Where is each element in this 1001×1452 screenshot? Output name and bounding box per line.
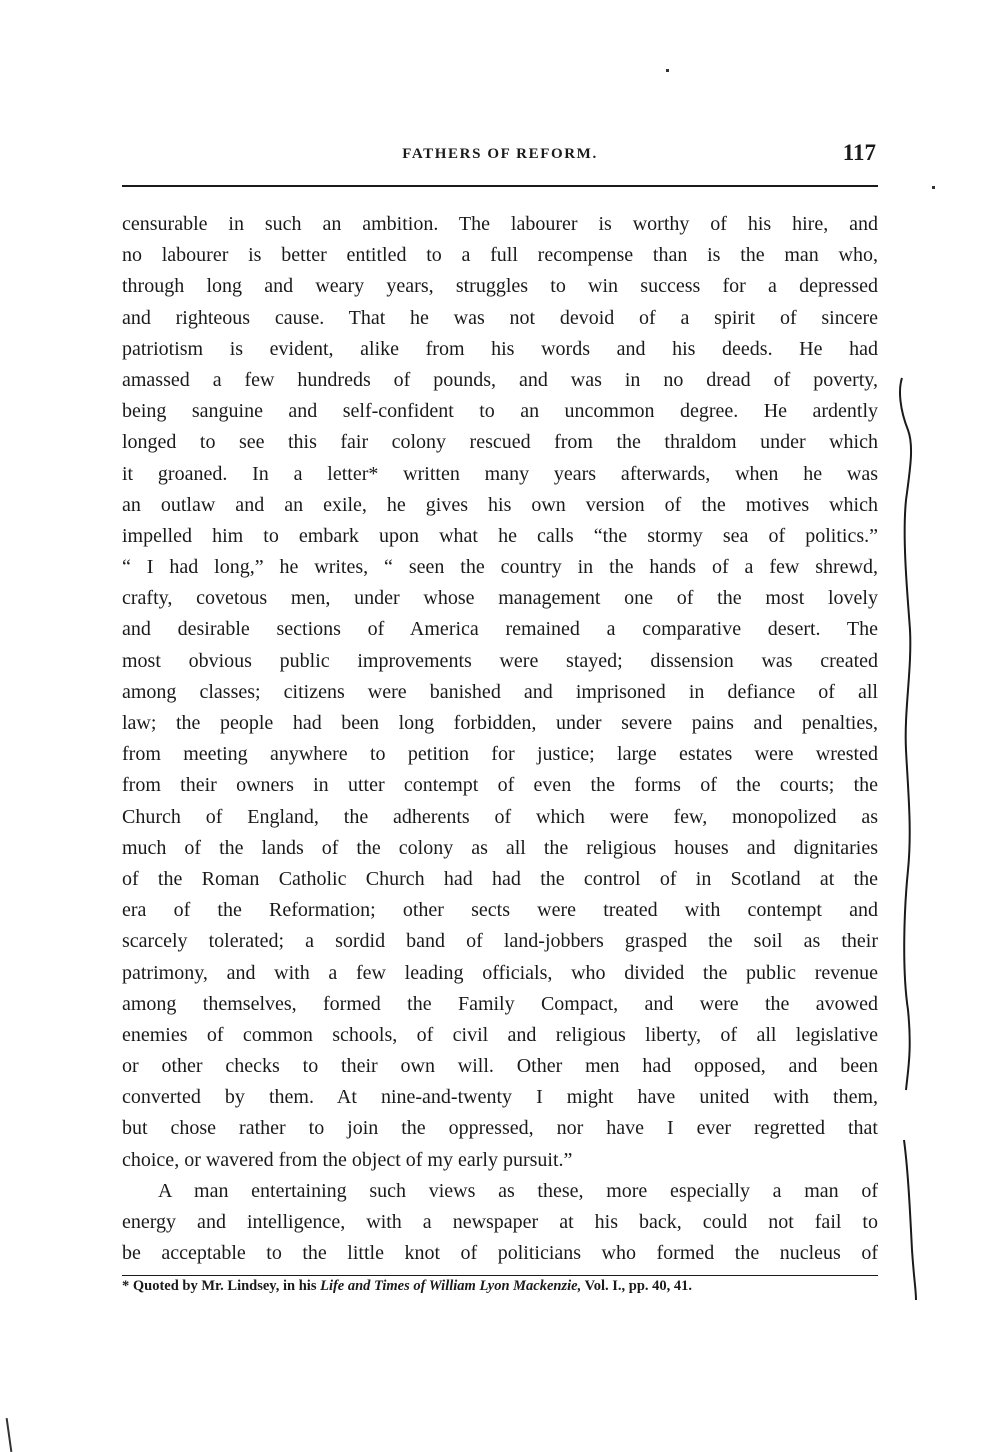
text-line: scarcely tolerated; a sordid band of land-jobbers grasped the soil as their <box>122 930 878 953</box>
text-line: impelled him to embark upon what he calls “the stormy sea of politics.” <box>122 524 878 547</box>
text-line: A man entertaining such views as these, more especially a man of <box>158 1179 878 1202</box>
text-line: Church of England, the adherents of which were few, monopolized as <box>122 805 878 828</box>
text-line: of the Roman Catholic Church had had the control of in Scotland at the <box>122 867 878 890</box>
text-line: no labourer is better entitled to a full recompense than is the man who, <box>122 244 878 267</box>
header-rule <box>122 185 878 187</box>
running-title: FATHERS OF REFORM. <box>402 146 598 162</box>
text-line: but chose rather to join the oppressed, nor have I ever regretted that <box>122 1117 878 1140</box>
text-line: among classes; citizens were banished and imprisoned in defiance of all <box>122 680 878 703</box>
text-line: censurable in such an ambition. The labourer is worthy of his hire, and <box>122 213 878 235</box>
text-line: choice, or wavered from the object of my early pursuit.” <box>122 1148 573 1171</box>
body-text <box>122 209 878 1269</box>
text-line: and desirable sections of America remained a comparative desert. The <box>122 618 878 641</box>
scan-speck <box>932 186 935 189</box>
scan-speck <box>666 69 669 72</box>
text-line: being sanguine and self-confident to an uncommon degree. He ardently <box>122 400 878 423</box>
text-line: “ I had long,” he writes, “ seen the country in the hands of a few shrewd, <box>122 556 878 579</box>
text-line: longed to see this fair colony rescued from the thraldom under which <box>122 431 878 454</box>
text-line: from their owners in utter contempt of even the forms of the courts; the <box>122 774 878 797</box>
footnote-rule <box>122 1275 878 1276</box>
footnote <box>122 1278 878 1295</box>
page-number: 117 <box>842 140 876 165</box>
text-line: from meeting anywhere to petition for justice; large estates were wrested <box>122 743 878 766</box>
text-line: most obvious public improvements were stayed; dissension was created <box>122 649 878 672</box>
text-line: amassed a few hundreds of pounds, and was in no dread of poverty, <box>122 368 878 391</box>
text-line: patriotism is evident, alike from his words and his deeds. He had <box>122 337 878 360</box>
text-line: among themselves, formed the Family Compact, and were the avowed <box>122 992 878 1015</box>
footnote-suffix: Vol. I., pp. 40, 41. <box>581 1278 693 1294</box>
scan-mark <box>6 1418 13 1452</box>
text-line: it groaned. In a letter* written many years afterwards, when he was <box>122 462 878 485</box>
text-line: enemies of common schools, of civil and religious liberty, of all legislative <box>122 1023 878 1046</box>
text-line: be acceptable to the little knot of politicians who formed the nucleus of <box>122 1242 878 1265</box>
text-line: energy and intelligence, with a newspaper at his back, could not fail to <box>122 1211 878 1233</box>
text-line: and righteous cause. That he was not devoid of a spirit of sincere <box>122 306 878 329</box>
text-line: converted by them. At nine-and-twenty I might have united with them, <box>122 1086 878 1109</box>
footnote-prefix: * Quoted by Mr. Lindsey, in his <box>122 1278 321 1294</box>
text-line: patrimony, and with a few leading officials, who divided the public revenue <box>122 961 878 984</box>
text-line: or other checks to their own will. Other men had opposed, and been <box>122 1055 878 1078</box>
text-line: through long and weary years, struggles to win success for a depressed <box>122 275 878 298</box>
text-line: era of the Reformation; other sects were treated with contempt and <box>122 899 878 922</box>
footnote-book-title: Life and Times of William Lyon Mackenzie, <box>320 1278 582 1294</box>
text-line: crafty, covetous men, under whose management one of the most lovely <box>122 587 878 610</box>
margin-bracket-mark <box>890 370 930 1310</box>
text-line: law; the people had been long forbidden, under severe pains and penalties, <box>122 712 878 734</box>
text-line: much of the lands of the colony as all the religious houses and dignitaries <box>122 836 878 859</box>
text-line: an outlaw and an exile, he gives his own version of the motives which <box>122 493 878 516</box>
page-header <box>122 140 878 174</box>
